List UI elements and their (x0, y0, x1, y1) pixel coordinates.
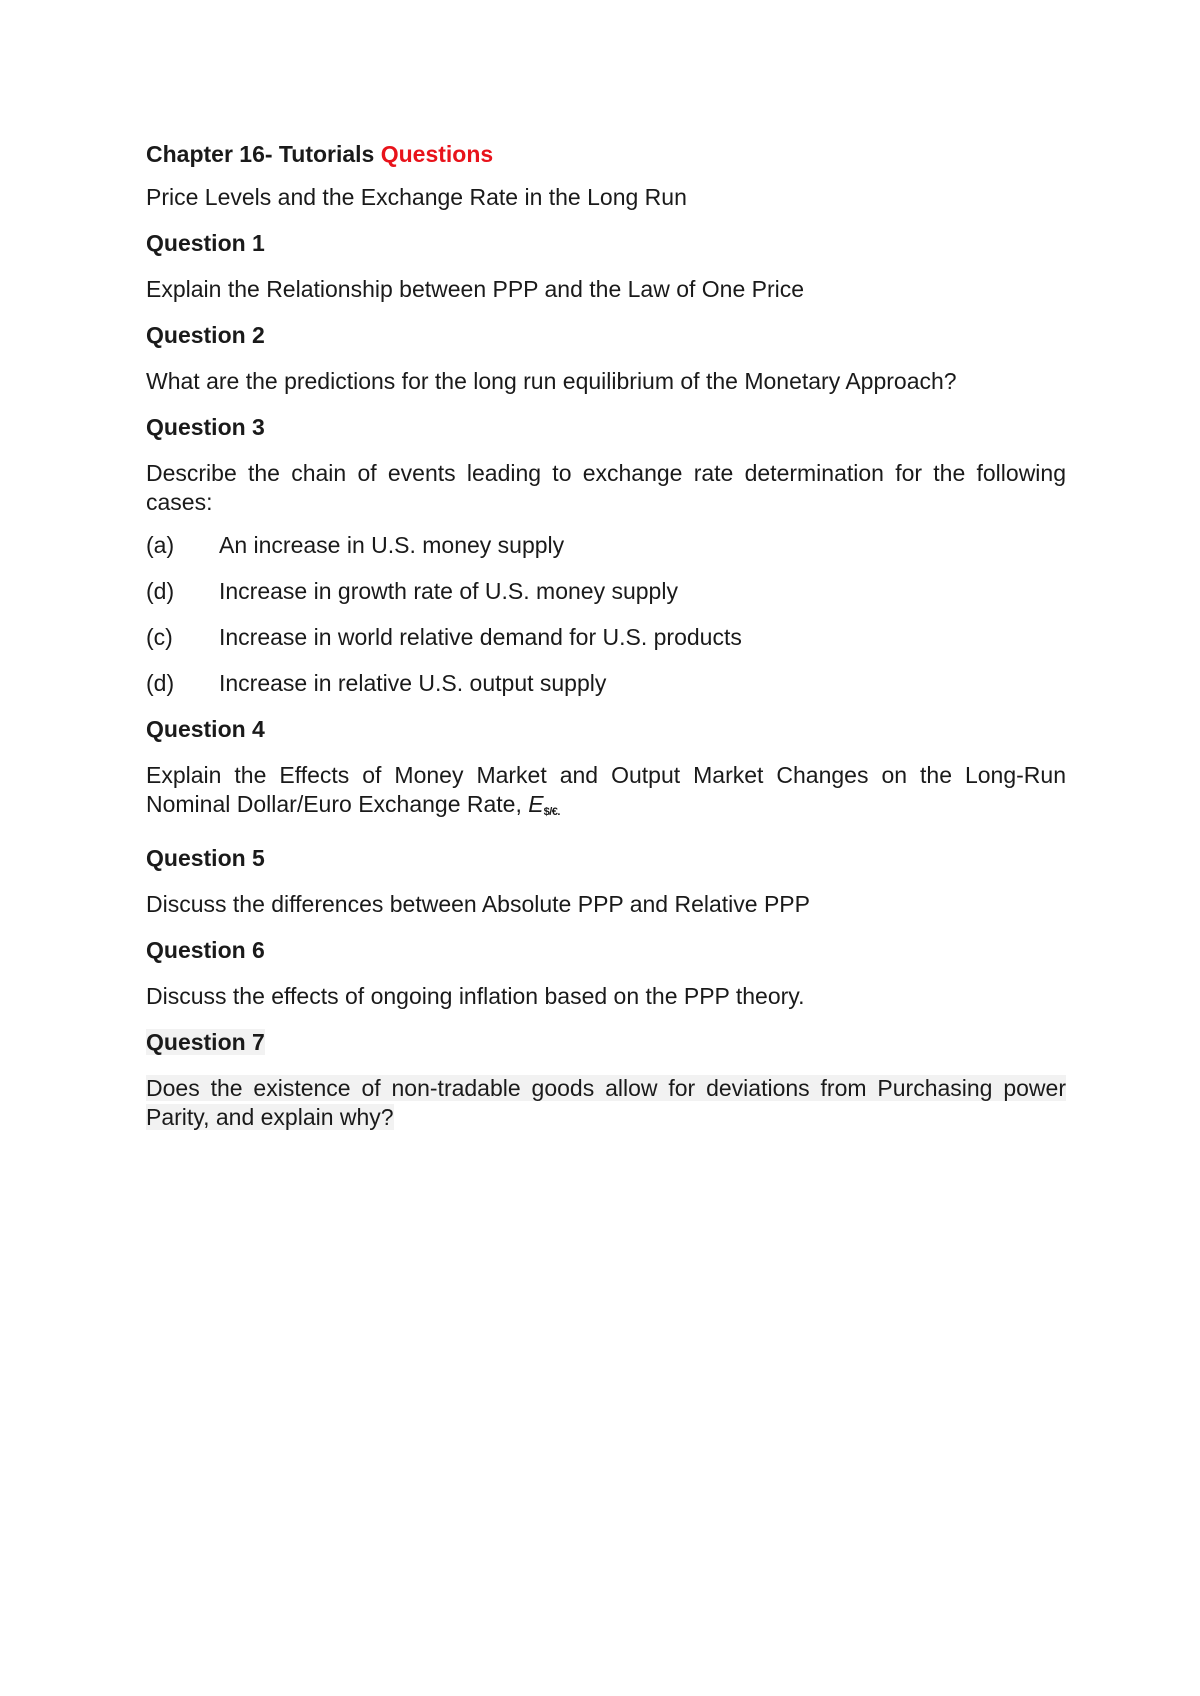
case-text: An increase in U.S. money supply (219, 532, 565, 558)
question-4-heading: Question 4 (146, 716, 265, 742)
question-7-heading (146, 1028, 1066, 1057)
question-7-text (146, 1074, 1066, 1132)
title-main: Chapter 16- Tutorials (146, 141, 381, 167)
document-page (146, 140, 1066, 1149)
question-1-heading: Question 1 (146, 230, 265, 256)
question-1-text: Explain the Relationship between PPP and the Law of One Price (146, 276, 805, 302)
question-3-case (146, 669, 1066, 698)
question-7-body: Does the existence of non-tradable goods allow for deviations from Purchasing power Parity, and explain why? (146, 1075, 1066, 1130)
case-text: Increase in world relative demand for U.S. products (219, 624, 742, 650)
case-letter: (d) (146, 578, 175, 604)
question-4-text (146, 761, 1066, 827)
page-title (146, 140, 1066, 169)
case-letter: (a) (146, 532, 175, 558)
symbol-letter: E (528, 791, 544, 817)
question-7-heading-label: Question 7 (146, 1029, 265, 1055)
question-6-heading: Question 6 (146, 937, 265, 963)
page-subtitle: Price Levels and the Exchange Rate in the Long Run (146, 184, 687, 210)
case-text: Increase in relative U.S. output supply (219, 670, 607, 696)
question-3-case (146, 623, 1066, 652)
question-2-heading: Question 2 (146, 322, 265, 348)
question-5-heading: Question 5 (146, 845, 265, 871)
case-letter: (d) (146, 670, 175, 696)
question-2-text: What are the predictions for the long run equilibrium of the Monetary Approach? (146, 368, 957, 394)
title-accent: Questions (380, 141, 494, 167)
question-3-case (146, 577, 1066, 606)
question-5-text: Discuss the differences between Absolute PPP and Relative PPP (146, 891, 810, 917)
question-4-body: Explain the Effects of Money Market and Output Market Changes on the Long-Run Nominal Dollar/Euro Exchange Rate, (146, 762, 1066, 817)
question-3-case (146, 531, 1066, 560)
case-text: Increase in growth rate of U.S. money supply (219, 578, 678, 604)
question-3-text: Describe the chain of events leading to exchange rate determination for the following cases: (146, 460, 1066, 515)
exchange-rate-symbol (528, 791, 560, 817)
symbol-subscript: $/€. (543, 806, 560, 818)
question-6-text: Discuss the effects of ongoing inflation based on the PPP theory. (146, 983, 805, 1009)
question-3-heading: Question 3 (146, 414, 265, 440)
case-letter: (c) (146, 624, 173, 650)
